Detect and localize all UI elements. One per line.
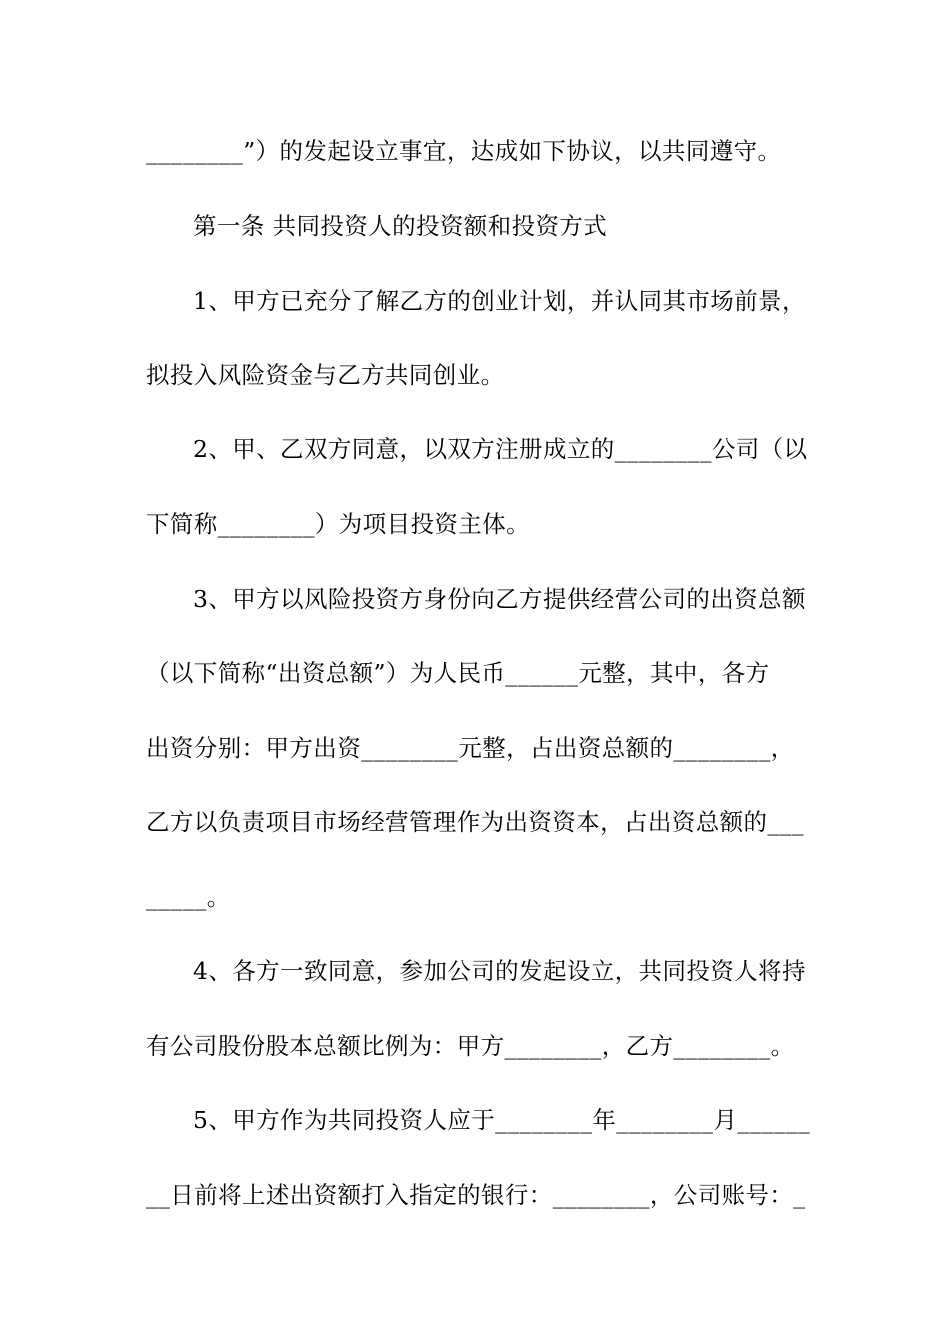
- clause-5-line-1: 5、甲方作为共同投资人应于________年________月______: [193, 1106, 811, 1134]
- clause-3-line-5: _____。: [146, 883, 231, 911]
- clause-3-line-1: 3、甲方以风险投资方身份向乙方提供经营公司的出资总额: [193, 585, 806, 613]
- clause-5-line-2: __日前将上述出资额打入指定的银行：________，公司账号：_: [146, 1181, 806, 1209]
- clause-1-line-2: 拟投入风险资金与乙方共同创业。: [146, 361, 505, 389]
- clause-3-line-3: 出资分别：甲方出资________元整，占出资总额的________，: [146, 734, 795, 762]
- clause-2-line-2: 下简称________）为项目投资主体。: [146, 510, 530, 538]
- clause-3-line-4: 乙方以负责项目市场经营管理作为出资资本，占出资总额的___: [146, 808, 804, 836]
- paragraph-line-1: ________”）的发起设立事宜，达成如下协议，以共同遵守。: [146, 137, 782, 165]
- article-heading: 第一条 共同投资人的投资额和投资方式: [193, 212, 608, 240]
- clause-4-line-1: 4、各方一致同意，参加公司的发起设立，共同投资人将持: [193, 957, 806, 985]
- clause-1-line-1: 1、甲方已充分了解乙方的创业计划，并认同其市场前景，: [193, 287, 806, 315]
- clause-2-line-1: 2、甲、乙双方同意，以双方注册成立的________公司（以: [193, 435, 808, 463]
- clause-3-line-2: （以下简称“出资总额”）为人民币______元整，其中，各方: [146, 659, 770, 687]
- clause-4-line-2: 有公司股份股本总额比例为：甲方________，乙方________。: [146, 1032, 795, 1060]
